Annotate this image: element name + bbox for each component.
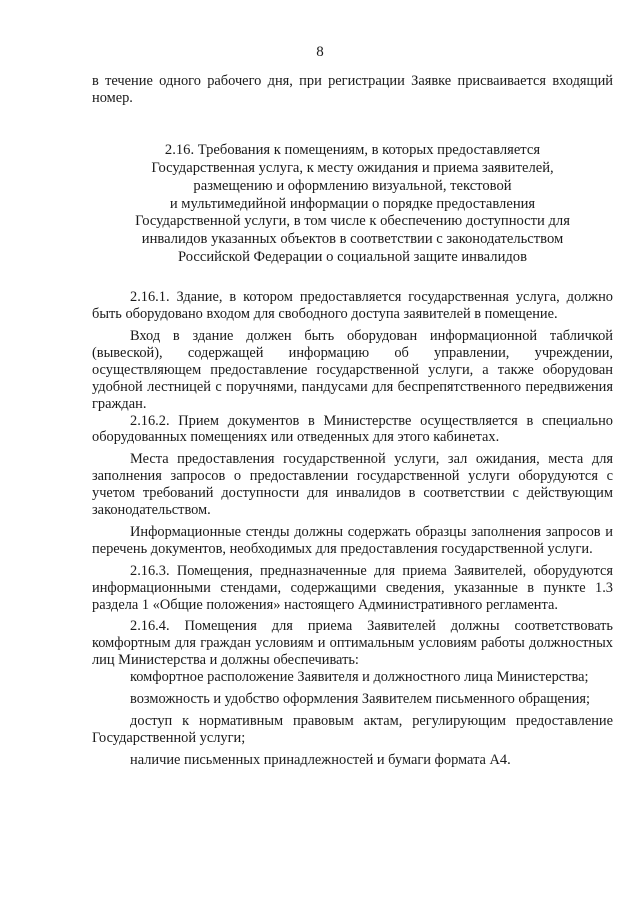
heading-line: Государственной услуги, в том числе к обеспечению доступности для	[135, 213, 570, 230]
paragraph-info-stands: Информационные стенды должны содержать образцы заполнения запросов и перечень документов, необходимых для предоставления государственной услуги.	[92, 523, 613, 557]
list-item-stationery: наличие письменных принадлежностей и бумаги формата А4.	[130, 751, 511, 768]
list-item-convenience: возможность и удобство оформления Заявителем письменного обращения;	[130, 691, 590, 708]
page-number: 8	[316, 44, 324, 60]
document-body	[92, 73, 613, 769]
list-item-legal-access: доступ к нормативным правовым актам, регулирующим предоставление Государственной услуги;	[92, 713, 613, 746]
heading-line: и мультимедийной информации о порядке предоставления	[169, 195, 536, 212]
paragraph-2-16-1: 2.16.1. Здание, в котором предоставляется государственная услуга, должно быть оборудовано входом для свободного доступа заявителей в помещение.	[92, 289, 613, 323]
paragraph-2-16-4: 2.16.4. Помещения для приема Заявителей должны соответствовать комфортным для граждан условиям и оптимальным условиям работы должностных лиц Министерства и должны обеспечивать:	[92, 618, 613, 669]
paragraph-2-16-3: 2.16.3. Помещения, предназначенные для приема Заявителей, оборудуются информационными стендами, содержащими сведения, указанные в пункте 1.3 раздела 1 «Общие положения» настоящего Административного регламента.	[92, 562, 613, 613]
heading-line: инвалидов указанных объектов в соответствии с законодательством	[141, 231, 564, 248]
heading-line: размещению и оформлению визуальной, текстовой	[193, 177, 512, 194]
heading-line: 2.16. Требования к помещениям, в которых предоставляется	[164, 141, 541, 158]
paragraph-entrance: Вход в здание должен быть оборудован информационной табличкой (вывеской), содержащей информацию об управлении, учреждении, осуществляющем предоставление государственной услуги, а также оборудован удобной лестницей с поручнями, пандусами для беспрепятственного передвижения граждан.	[92, 327, 613, 412]
section-heading	[92, 142, 613, 267]
list-item-comfort: комфортное расположение Заявителя и должностного лица Министерства;	[130, 669, 589, 686]
heading-line: Российской Федерации о социальной защите инвалидов	[177, 249, 527, 266]
paragraph-2-16-2: 2.16.2. Прием документов в Министерстве осуществляется в специально оборудованных помещениях или отведенных для этого кабинетах.	[92, 412, 613, 446]
intro-paragraph: в течение одного рабочего дня, при регистрации Заявке присваивается входящий номер.	[92, 73, 613, 106]
paragraph-service-places: Места предоставления государственной услуги, зал ожидания, места для заполнения запросов о предоставлении государственной услуги оборудуются с учетом требований доступности для инвалидов в соответствии с действующим законодательством.	[92, 451, 613, 519]
heading-line: Государственная услуга, к месту ожидания и приема заявителей,	[151, 159, 554, 176]
